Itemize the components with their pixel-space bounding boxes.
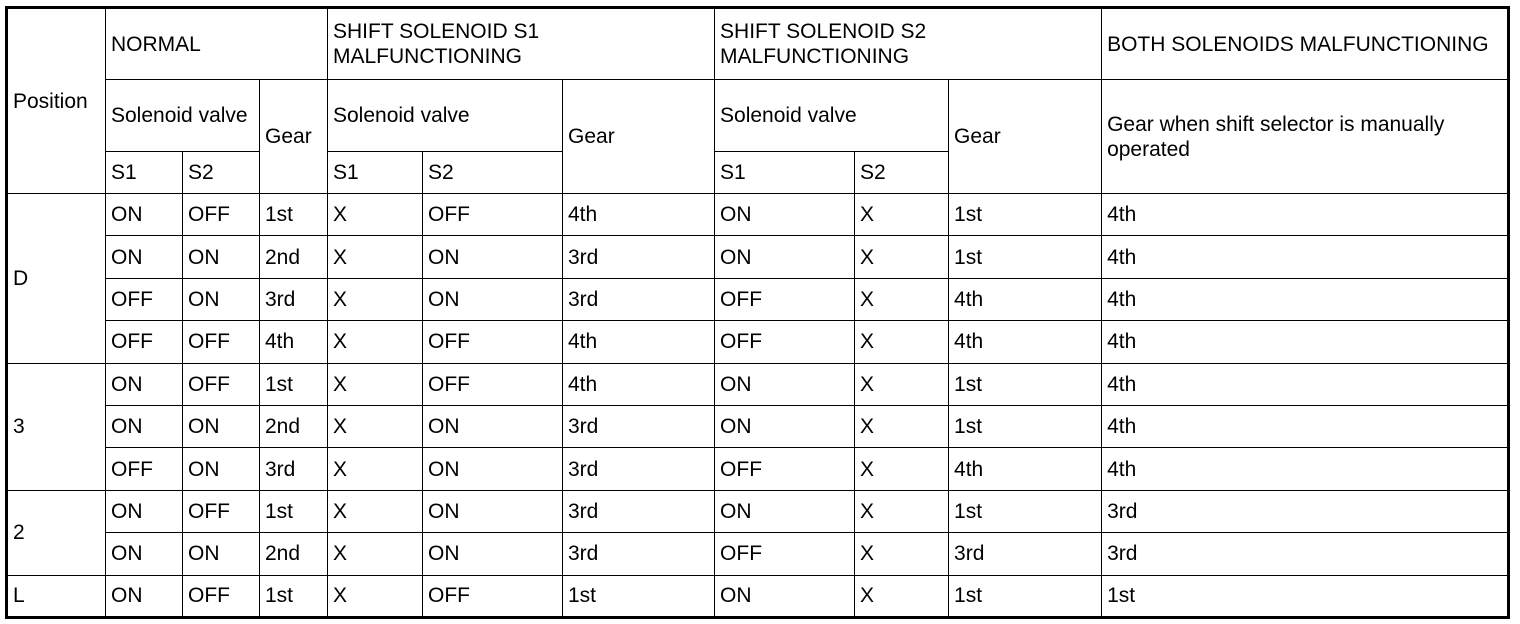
s1-malfunction-s1-cell: X xyxy=(328,533,423,575)
manual-gear-cell: 4th xyxy=(1102,194,1509,236)
s1-malfunction-s1-cell: X xyxy=(328,405,423,447)
s2-malfunction-gear-cell: 4th xyxy=(949,321,1102,363)
s2-malfunction-s1-cell: OFF xyxy=(715,533,855,575)
s2-malfunction-s2-cell: X xyxy=(855,363,949,405)
s2-malfunction-s1-cell: OFF xyxy=(715,321,855,363)
manual-gear-cell: 4th xyxy=(1102,363,1509,405)
normal-s1-cell: ON xyxy=(106,236,183,278)
s1-malfunction-s1-cell: X xyxy=(328,363,423,405)
s2-malfunction-gear-cell: 3rd xyxy=(949,533,1102,575)
s1-malfunction-gear-header: Gear xyxy=(563,80,715,194)
position-cell: L xyxy=(7,575,106,617)
normal-gear-cell: 3rd xyxy=(260,278,328,320)
s1-malfunction-s1-cell: X xyxy=(328,194,423,236)
normal-s2-cell: ON xyxy=(183,405,260,447)
normal-solenoid-valve-header: Solenoid valve xyxy=(106,80,260,152)
position-cell: 2 xyxy=(7,490,106,575)
s1-malfunction-s2-cell: OFF xyxy=(423,194,563,236)
normal-s2-cell: OFF xyxy=(183,321,260,363)
s2-malfunction-gear-cell: 1st xyxy=(949,194,1102,236)
s2-malfunction-s1-cell: OFF xyxy=(715,278,855,320)
normal-s2-cell: ON xyxy=(183,448,260,490)
manual-gear-cell: 4th xyxy=(1102,236,1509,278)
normal-gear-cell: 3rd xyxy=(260,448,328,490)
s2-malfunction-s2-cell: X xyxy=(855,405,949,447)
normal-s2-cell: ON xyxy=(183,533,260,575)
s2-malfunction-gear-cell: 4th xyxy=(949,278,1102,320)
normal-gear-cell: 2nd xyxy=(260,533,328,575)
s2-malfunction-gear-header: Gear xyxy=(949,80,1102,194)
s2-malfunction-s1-cell: OFF xyxy=(715,448,855,490)
manual-gear-cell: 3rd xyxy=(1102,533,1509,575)
normal-group-header: NORMAL xyxy=(106,8,328,80)
table-row xyxy=(7,533,1509,575)
s1-malfunction-s2-cell: ON xyxy=(423,490,563,532)
normal-gear-cell: 4th xyxy=(260,321,328,363)
table-row xyxy=(7,405,1509,447)
normal-s1-cell: OFF xyxy=(106,448,183,490)
table-row xyxy=(7,236,1509,278)
s2-malfunction-s1-cell: ON xyxy=(715,194,855,236)
s2-malfunction-s2-cell: X xyxy=(855,236,949,278)
s1-malfunction-gear-cell: 3rd xyxy=(563,278,715,320)
s1-malfunction-s2-header: S2 xyxy=(423,152,563,194)
s1-malfunction-s2-cell: OFF xyxy=(423,575,563,617)
manual-gear-cell: 4th xyxy=(1102,405,1509,447)
normal-gear-cell: 1st xyxy=(260,363,328,405)
s1-malfunction-s2-cell: ON xyxy=(423,448,563,490)
s2-malfunction-s2-cell: X xyxy=(855,448,949,490)
s1-malfunction-s1-cell: X xyxy=(328,236,423,278)
normal-s2-header: S2 xyxy=(183,152,260,194)
s1-malfunction-s1-cell: X xyxy=(328,321,423,363)
normal-s1-cell: ON xyxy=(106,575,183,617)
table-row xyxy=(7,278,1509,320)
s2-malfunction-s2-cell: X xyxy=(855,321,949,363)
s1-malfunction-gear-cell: 3rd xyxy=(563,448,715,490)
s2-malfunction-s2-cell: X xyxy=(855,490,949,532)
s2-malfunction-s1-cell: ON xyxy=(715,575,855,617)
normal-s2-cell: ON xyxy=(183,278,260,320)
s2-malfunction-group-header: SHIFT SOLENOID S2 MALFUNCTIONING xyxy=(715,8,1102,80)
s1-malfunction-s1-cell: X xyxy=(328,575,423,617)
solenoid-operation-table xyxy=(5,6,1510,619)
s1-malfunction-group-header: SHIFT SOLENOID S1 MALFUNCTIONING xyxy=(328,8,715,80)
s2-malfunction-s1-header: S1 xyxy=(715,152,855,194)
manual-gear-cell: 3rd xyxy=(1102,490,1509,532)
table-row xyxy=(7,448,1509,490)
s1-malfunction-gear-cell: 3rd xyxy=(563,405,715,447)
s2-malfunction-s2-cell: X xyxy=(855,533,949,575)
position-header: Position xyxy=(7,8,106,194)
normal-gear-cell: 1st xyxy=(260,575,328,617)
s2-malfunction-gear-cell: 1st xyxy=(949,363,1102,405)
manual-gear-header: Gear when shift selector is manually operated xyxy=(1102,80,1509,194)
normal-s1-cell: ON xyxy=(106,405,183,447)
position-cell: D xyxy=(7,194,106,364)
s2-malfunction-s2-cell: X xyxy=(855,575,949,617)
normal-gear-cell: 1st xyxy=(260,490,328,532)
s2-malfunction-s1-cell: ON xyxy=(715,405,855,447)
normal-gear-header: Gear xyxy=(260,80,328,194)
s2-malfunction-s1-cell: ON xyxy=(715,236,855,278)
normal-s1-header: S1 xyxy=(106,152,183,194)
position-cell: 3 xyxy=(7,363,106,490)
table-row xyxy=(7,363,1509,405)
normal-s2-cell: OFF xyxy=(183,575,260,617)
table-body xyxy=(7,194,1509,618)
s1-malfunction-gear-cell: 3rd xyxy=(563,236,715,278)
s1-malfunction-solenoid-valve-header: Solenoid valve xyxy=(328,80,563,152)
s1-malfunction-s1-cell: X xyxy=(328,448,423,490)
table-row xyxy=(7,575,1509,617)
normal-s1-cell: OFF xyxy=(106,321,183,363)
s1-malfunction-s2-cell: ON xyxy=(423,405,563,447)
normal-gear-cell: 2nd xyxy=(260,405,328,447)
manual-gear-cell: 1st xyxy=(1102,575,1509,617)
s1-malfunction-s2-cell: OFF xyxy=(423,321,563,363)
s1-malfunction-gear-cell: 4th xyxy=(563,321,715,363)
s2-malfunction-gear-cell: 4th xyxy=(949,448,1102,490)
normal-s1-cell: ON xyxy=(106,533,183,575)
s1-malfunction-s1-cell: X xyxy=(328,490,423,532)
s1-malfunction-s2-cell: ON xyxy=(423,278,563,320)
normal-s1-cell: ON xyxy=(106,490,183,532)
s1-malfunction-gear-cell: 3rd xyxy=(563,533,715,575)
both-malfunction-group-header: BOTH SOLENOIDS MALFUNCTIONING xyxy=(1102,8,1509,80)
s2-malfunction-gear-cell: 1st xyxy=(949,405,1102,447)
normal-s1-cell: ON xyxy=(106,194,183,236)
s1-malfunction-s2-cell: OFF xyxy=(423,363,563,405)
s2-malfunction-s1-cell: ON xyxy=(715,363,855,405)
normal-s2-cell: OFF xyxy=(183,363,260,405)
s1-malfunction-gear-cell: 4th xyxy=(563,194,715,236)
s2-malfunction-s1-cell: ON xyxy=(715,490,855,532)
s1-malfunction-gear-cell: 4th xyxy=(563,363,715,405)
normal-s1-cell: OFF xyxy=(106,278,183,320)
table-row xyxy=(7,321,1509,363)
s2-malfunction-s2-cell: X xyxy=(855,194,949,236)
s1-malfunction-s2-cell: ON xyxy=(423,236,563,278)
s2-malfunction-s2-header: S2 xyxy=(855,152,949,194)
s1-malfunction-s1-header: S1 xyxy=(328,152,423,194)
s2-malfunction-gear-cell: 1st xyxy=(949,490,1102,532)
s2-malfunction-s2-cell: X xyxy=(855,278,949,320)
s1-malfunction-gear-cell: 3rd xyxy=(563,490,715,532)
normal-gear-cell: 1st xyxy=(260,194,328,236)
normal-s2-cell: OFF xyxy=(183,490,260,532)
s1-malfunction-gear-cell: 1st xyxy=(563,575,715,617)
normal-s2-cell: ON xyxy=(183,236,260,278)
s2-malfunction-solenoid-valve-header: Solenoid valve xyxy=(715,80,949,152)
table-row xyxy=(7,194,1509,236)
s1-malfunction-s2-cell: ON xyxy=(423,533,563,575)
s2-malfunction-gear-cell: 1st xyxy=(949,236,1102,278)
normal-s2-cell: OFF xyxy=(183,194,260,236)
s1-malfunction-s1-cell: X xyxy=(328,278,423,320)
manual-gear-cell: 4th xyxy=(1102,321,1509,363)
normal-gear-cell: 2nd xyxy=(260,236,328,278)
normal-s1-cell: ON xyxy=(106,363,183,405)
manual-gear-cell: 4th xyxy=(1102,278,1509,320)
s2-malfunction-gear-cell: 1st xyxy=(949,575,1102,617)
table-row xyxy=(7,490,1509,532)
manual-gear-cell: 4th xyxy=(1102,448,1509,490)
